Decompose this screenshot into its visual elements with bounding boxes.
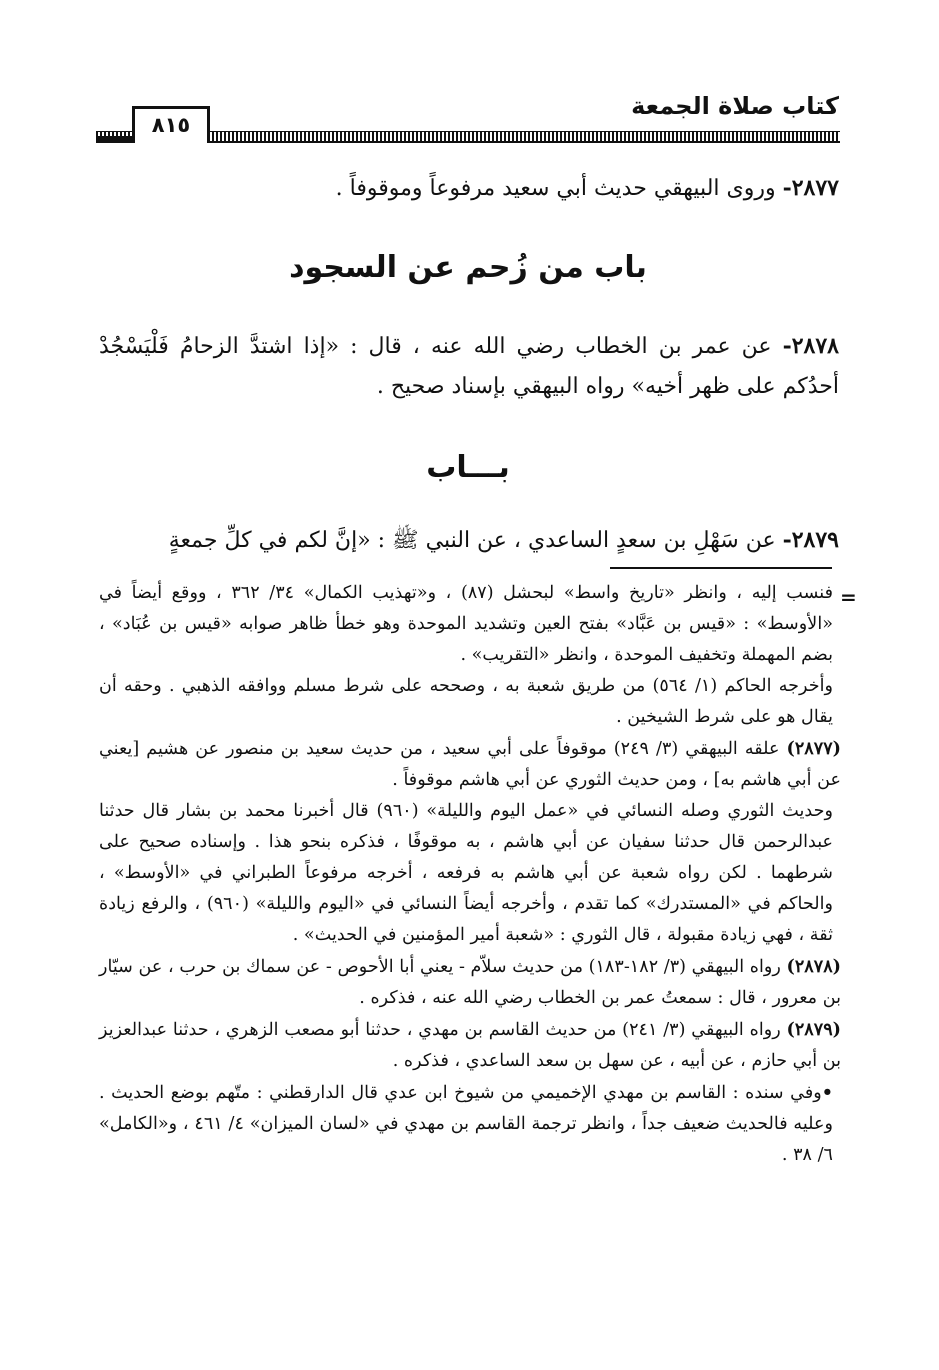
hadith-number: ٢٨٧٩- [782, 527, 839, 553]
hadith-2879 [99, 520, 839, 561]
footnotes [99, 578, 841, 1171]
hadith-text: وروى البيهقي حديث أبي سعيد مرفوعاً وموقوفاً . [335, 176, 783, 201]
footnote-2879-continued [99, 1077, 841, 1171]
footnote-2879 [99, 1014, 841, 1077]
section-heading: بـــاب [426, 450, 510, 485]
footnote-text: علقه البيهقي (٣/ ٢٤٩) موقوفاً على أبي سعيد ، من حديث سعيد بن منصور عن هشيم [يعني عن أبي هاشم به] ، ومن حديث الثوري عن أبي هاشم موقوفاً . [99, 739, 841, 790]
running-title: كتاب صلاة الجمعة [631, 92, 839, 120]
continuation-mark: = [840, 585, 857, 609]
hadith-2877 [99, 168, 839, 209]
footnote-2877-continued: وحديث الثوري وصله النسائي في «عمل اليوم والليلة» (٩٦٠) قال أخبرنا محمد بن بشار قال حدثنا عبدالرحمن قال حدثنا سفيان عن أبي هاشم ، به موقوفًا ، فذكره بنحو هذا . وإسناده صحيح على شرطهما . لكن رواه شعبة عن أبي هاشم به فرفعه ، أخرجه مرفوعاً الطبراني في «الأوسط» ، والحاكم في «المستدرك» كما تقدم ، وأخرجه أيضاً النسائي في «اليوم والليلة» (٩٦٠) ، والرفع زيادة ثقة ، فهي زيادة مقبولة ، قال الثوري : «شعبة أمير المؤمنين في الحديث» . [99, 801, 834, 945]
footnote-label: (٢٨٧٩) [786, 1019, 841, 1040]
footnote-separator [610, 567, 832, 569]
hadith-text: عن عمر بن الخطاب رضي الله عنه ، قال : «إذا اشتدَّ الزحامُ فَلْيَسْجُدْ أحدُكم على ظهر أخيه» رواه البيهقي بإسناد صحيح . [99, 334, 839, 399]
chapter-heading: باب من زُحم عن السجود [289, 250, 647, 285]
footnote-text: رواه البيهقي (٣/ ١٨٢-١٨٣) من حديث سلاّم - يعني أبا الأحوص - عن سماك بن حرب ، عن سيّار بن معرور ، قال : سمعتُ عمر بن الخطاب رضي الله عنه ، فذكره . [99, 957, 841, 1008]
bullet-icon: • [821, 1082, 833, 1103]
hadith-number: ٢٨٧٨- [782, 333, 839, 359]
footnote-2877 [99, 733, 841, 796]
footnote-label: (٢٨٧٧) [786, 738, 841, 759]
hadith-text: عن سَهْلِ بن سعدٍ الساعدي ، عن النبي ﷺ : «إنَّ لكم في كلِّ جمعةٍ [168, 528, 783, 553]
footnote-continuation: فنسب إليه ، وانظر «تاريخ واسط» لبحشل (٨٧) ، و«تهذيب الكمال» ٣٤/ ٣٦٢ ، ووقع أيضاً في «الأوسط» : «قيس بن عَبَّاد» بفتح العين وتشديد الموحدة وهو خطأ ظاهر صوابه «قيس بن عُبَاد» ، بضم المهملة وتخفيف الموحدة ، وانظر «التقريب» . [99, 583, 833, 665]
hadith-number: ٢٨٧٧- [782, 175, 839, 201]
page-number: ٨١٥ [132, 106, 210, 143]
footnote-2878 [99, 951, 841, 1014]
header-rule-left [96, 136, 132, 141]
footnote-continuation-2: وأخرجه الحاكم (١/ ٥٦٤) من طريق شعبة به ، وصححه على شرط مسلم ووافقه الذهبي . وحقه أن يقال هو على شرط الشيخين . [99, 676, 833, 727]
footnote-label: (٢٨٧٨) [786, 956, 841, 977]
hadith-2878 [99, 326, 839, 407]
footnote-text: رواه البيهقي (٣/ ٢٤١) من حديث القاسم بن مهدي ، حدثنا أبو مصعب الزهري ، حدثنا عبدالعزيز بن أبي حازم ، عن أبيه ، عن سهل بن سعد الساعدي ، فذكره . [99, 1020, 841, 1071]
footnote-text: وفي سنده : القاسم بن مهدي الإخميمي من شيوخ ابن عدي قال الدارقطني : متّهم بوضع الحديث . وعليه فالحديث ضعيف جداً ، وانظر ترجمة القاسم بن مهدي في «لسان الميزان» ٤/ ٤٦١ ، و«الكامل» ٦/ ٣٨ . [99, 1083, 833, 1165]
